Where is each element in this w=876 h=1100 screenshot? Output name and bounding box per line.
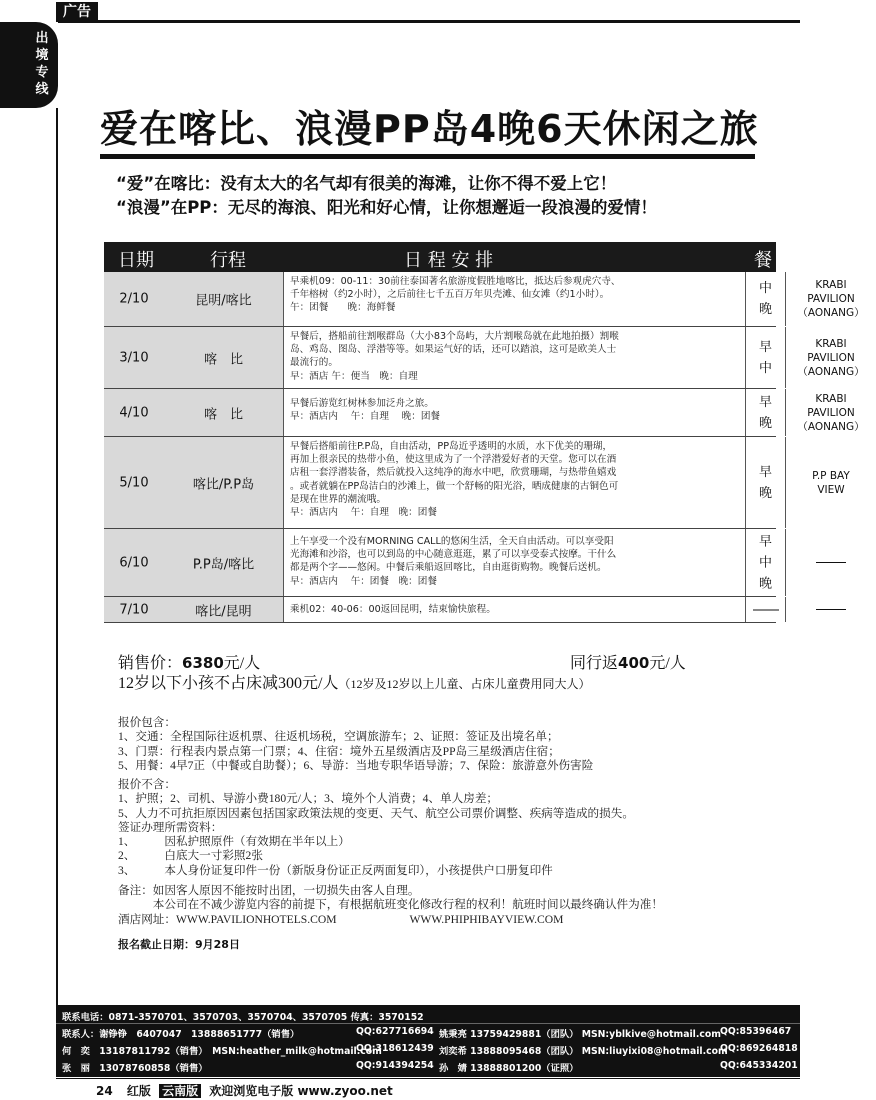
meal-item: 早 — [758, 464, 772, 480]
price-includes — [118, 716, 593, 773]
contact-footer — [56, 1005, 800, 1077]
contact-left: 何 奕 13187811792（销售） MSN:heather_milk@hotmail.com — [62, 1046, 382, 1057]
contact-left: 联系人：谢铮铮 6407047 13888651777（销售） — [62, 1029, 300, 1040]
hotel-line: P.P BAY — [812, 469, 850, 482]
title-underline — [100, 154, 755, 159]
schedule-line: 早餐后，搭船前往割喉群岛（大小83个岛屿，大片割喉岛就在此地拍摄）割喉 — [290, 331, 619, 342]
excludes-title: 报价不含： — [118, 778, 176, 791]
contact-mid: 刘奕希 13888095468（团队） MSN:liuyixi08@hotmail.com — [439, 1046, 728, 1057]
row-meal — [746, 531, 785, 594]
schedule-line: 早餐后游览红树林参加泛舟之旅。 — [290, 398, 434, 409]
row-hotel — [786, 392, 876, 434]
header-meal: 餐 — [754, 250, 772, 271]
row-schedule — [284, 272, 746, 326]
remarks-line: 本公司在不减少游览内容的前提下，有根据航班变化修改行程的权利！航班时间以最终确认件为准！ — [118, 898, 663, 912]
hotel-website-2[interactable]: WWW.PHIPHIBAYVIEW.COM — [409, 912, 564, 926]
header-schedule: 日 程 安 排 — [404, 250, 494, 271]
schedule-line: 早：酒店内 午：自理 晚：团餐 — [290, 507, 437, 519]
row-meal — [746, 278, 785, 320]
page-footer — [96, 1082, 393, 1099]
row-meal-empty — [746, 602, 785, 617]
row-route: P.P岛/喀比 — [192, 557, 255, 572]
row-schedule — [284, 529, 746, 596]
remarks-line: 备注：如因客人原因不能按时出团，一切损失由客人自理。 — [118, 884, 420, 897]
row-schedule — [284, 437, 746, 528]
table-row — [104, 529, 776, 597]
visa-title: 签证办理所需资料： — [118, 820, 223, 834]
table-row — [104, 272, 865, 327]
sale-price-unit: 元/人 — [223, 655, 261, 672]
meal-item: 早 — [758, 394, 772, 410]
schedule-line: 是现在世界的潮流哦。 — [290, 493, 386, 505]
hotel-line: KRABI — [815, 279, 847, 291]
bottom-rule — [56, 1078, 800, 1079]
slogan-love: “爱”在喀比：没有太大的名气却有很美的海滩，让你不得不爱上它！ — [116, 174, 617, 193]
schedule-line: 都是两个字——悠闲。中餐后乘船返回喀比，自由逛街购物。晚餐后送机。 — [290, 562, 607, 574]
row-hotel — [786, 469, 876, 497]
hotel-line: KRABI — [815, 337, 847, 350]
top-rule — [58, 20, 800, 23]
schedule-line: 再加上很亲民的热带小鱼，使这里成为了一个浮潜爱好者的天堂。您可以在酒 — [290, 454, 617, 466]
hotel-line: （AONANG） — [797, 307, 865, 319]
row-schedule — [284, 389, 746, 436]
includes-title: 报价包含： — [118, 716, 176, 729]
contact-qq2: QQ:85396467 — [720, 1026, 792, 1037]
hotel-line: PAVILION — [807, 406, 855, 419]
side-tab — [0, 22, 58, 108]
visa-line: 3、 本人身份证复印件一份（新版身份证正反两面复印），小孩提供户口册复印件 — [118, 863, 553, 877]
meal-item: 中 — [758, 360, 772, 376]
hotel-websites — [118, 913, 663, 927]
visa-line: 2、 白底大一寸彩照2张 — [118, 849, 263, 863]
hotel-website-1[interactable]: 酒店网址：WWW.PAVILIONHOTELS.COM — [118, 912, 337, 926]
meal-item: 晚 — [758, 302, 772, 317]
header-route: 行程 — [210, 250, 246, 271]
child-price-note: （12岁及12岁以上儿童、占床儿童费用同大人） — [338, 677, 591, 691]
table-row — [104, 437, 850, 529]
includes-line: 3、门票：行程表内景点第一门票；4、住宿：境外五星级酒店及PP岛三星级酒店住宿； — [118, 744, 560, 758]
row-date: 3/10 — [119, 350, 149, 365]
includes-line: 1、交通：全程国际往返机票、往返机场税，空调旅游车；2、证照：签证及出境名单； — [118, 730, 559, 744]
visa-line: 1、 因私护照原件（有效期在半年以上） — [118, 835, 350, 849]
contact-qq: QQ:914394254 — [356, 1060, 434, 1071]
dash — [753, 609, 779, 610]
row-meal — [746, 462, 785, 504]
hotel-line: （AONANG） — [797, 420, 865, 433]
contact-qq2: QQ:869264818 — [720, 1043, 798, 1054]
meal-item: 早 — [758, 534, 772, 549]
header-hotel: 住宿 — [813, 250, 849, 271]
schedule-line: 岛、鸡岛、图岛、浮潜等等。如果运气好的话，还可以踏浪，这可是欧美人士 — [290, 344, 617, 356]
edition-label: 红版 — [126, 1084, 151, 1098]
schedule-line: 早：酒店 午：便当 晚：自理 — [290, 370, 418, 382]
schedule-line: 上午享受一个没有MORNING CALL的悠闲生活，全天自由活动。可以享受阳 — [290, 536, 614, 547]
row-hotel-empty — [786, 604, 876, 616]
row-hotel — [786, 337, 876, 379]
includes-line: 5、用餐：4早7正（中餐或自助餐）；6、导游：当地专职华语导游；7、保险：旅游意外伤害险 — [118, 758, 594, 772]
schedule-line: 千年榕树（约2小时），之后前往七千五百万年贝壳滩、仙女滩（约1小时）。 — [290, 289, 610, 301]
row-date: 6/10 — [119, 555, 149, 570]
table-header — [104, 242, 849, 272]
site-tagline[interactable]: 欢迎浏览电子版 www.zyoo.net — [209, 1084, 393, 1098]
row-meal — [746, 392, 785, 434]
schedule-line: 午：团餐 晚：海鲜餐 — [290, 302, 396, 314]
page-title: 爱在喀比、浪漫PP岛4晚6天休闲之旅 — [100, 107, 759, 151]
contact-mid: 姚秉亮 13759429881（团队） MSN:yblkive@hotmail.com — [439, 1029, 721, 1040]
rebate-label: 同行返 — [570, 655, 619, 672]
meal-item: 晚 — [758, 485, 772, 501]
hotel-line: VIEW — [817, 483, 845, 496]
side-label: 出境专线 — [35, 31, 49, 97]
row-route: 喀比/P.P岛 — [192, 477, 255, 492]
row-schedule — [284, 327, 746, 388]
row-date: 2/10 — [119, 291, 149, 307]
contact-mid: 孙 婧 13888801200（证照） — [439, 1063, 579, 1074]
page-number: 24 — [96, 1084, 113, 1098]
row-route: 喀比/昆明 — [195, 604, 252, 619]
remarks — [118, 884, 663, 927]
hotel-line: （AONANG） — [797, 365, 865, 378]
schedule-line: 乘机02：40-06：00返回昆明，结束愉快旅程。 — [290, 604, 496, 615]
brand-label: 云南版 — [159, 1084, 201, 1098]
schedule-line: 最流行的。 — [290, 357, 338, 369]
schedule-line: 早：酒店内 午：团餐 晚：团餐 — [290, 575, 437, 587]
sale-price-value: 6380 — [182, 654, 224, 672]
child-price — [118, 670, 590, 693]
schedule-line: 早：酒店内 午：自理 晚：团餐 — [290, 411, 441, 423]
meal-item: 晚 — [758, 576, 772, 591]
schedule-line: 。或者就躺在PP岛洁白的沙滩上，做一个舒畅的阳光浴，晒成健康的古铜色可 — [290, 480, 619, 492]
schedule-line: 店租一套浮潜装备，然后就投入这纯净的海水中吧，欣赏珊瑚，与热带鱼嬉戏 — [290, 467, 617, 479]
meal-item: 中 — [758, 281, 772, 296]
table-row — [104, 389, 865, 437]
registration-deadline: 报名截止日期：9月28日 — [118, 938, 240, 951]
excludes-line: 5、人力不可抗拒原因因素包括国家政策法规的变更、天气、航空公司票价调整、疾病等造成的损失。 — [118, 806, 634, 820]
hotel-line: PAVILION — [807, 351, 855, 364]
excludes-line: 1、护照；2、司机、导游小费180元/人；3、境外个人消费；4、单人房差； — [118, 792, 499, 806]
table-row — [104, 327, 865, 389]
rebate-unit: 元/人 — [649, 655, 686, 672]
schedule-line: 早乘机09：00-11：30前往泰国著名旅游度假胜地喀比，抵达后参观虎穴寺、 — [290, 276, 621, 287]
price-excludes — [118, 778, 634, 878]
row-hotel-empty — [786, 557, 876, 569]
rebate-value: 400 — [618, 654, 650, 672]
dash — [816, 562, 846, 563]
schedule-line: 早餐后搭船前往P.P岛，自由活动，PP岛近乎透明的水质，水下优美的珊瑚， — [290, 441, 613, 452]
hotel-line: KRABI — [815, 392, 847, 405]
slogan-romance: “浪漫”在PP：无尽的海浪、阳光和好心情，让你想邂逅一段浪漫的爱情！ — [116, 198, 657, 217]
meal-item: 晚 — [758, 415, 772, 431]
dash — [816, 609, 846, 610]
footer-divider — [56, 1023, 800, 1024]
ad-label: 广告 — [56, 2, 98, 22]
row-meal — [746, 337, 785, 379]
contact-qq: QQ:627716694 — [356, 1026, 434, 1037]
schedule-line: 光海滩和沙浴，也可以到岛的中心随意逛逛，累了可以享受泰式按摩。干什么 — [290, 549, 617, 561]
sale-price-label: 销售价： — [118, 655, 183, 672]
contact-left: 张 丽 13078760858（销售） — [62, 1063, 208, 1074]
footer-phones: 联系电话：0871-3570701、3570703、3570704、3570705 传真：3570152 — [62, 1012, 424, 1023]
meal-item: 中 — [758, 555, 772, 570]
left-rule — [56, 108, 58, 1008]
child-price-main: 12岁以下小孩不占床减300元/人 — [118, 675, 339, 692]
table-row — [104, 597, 776, 623]
row-schedule — [284, 597, 746, 622]
hotel-line: PAVILION — [807, 293, 855, 305]
row-route: 喀 比 — [203, 407, 243, 422]
itinerary-table — [104, 242, 865, 623]
row-route: 昆明/喀比 — [195, 293, 252, 309]
row-route: 喀 比 — [203, 352, 243, 367]
row-date: 7/10 — [119, 602, 149, 617]
contact-qq: QQ:318612439 — [356, 1043, 434, 1054]
header-date: 日期 — [118, 250, 154, 271]
meal-item: 早 — [758, 339, 772, 355]
row-hotel — [786, 278, 876, 320]
contact-qq2: QQ:645334201 — [720, 1060, 798, 1071]
row-date: 5/10 — [119, 475, 149, 490]
row-date: 4/10 — [119, 405, 149, 420]
